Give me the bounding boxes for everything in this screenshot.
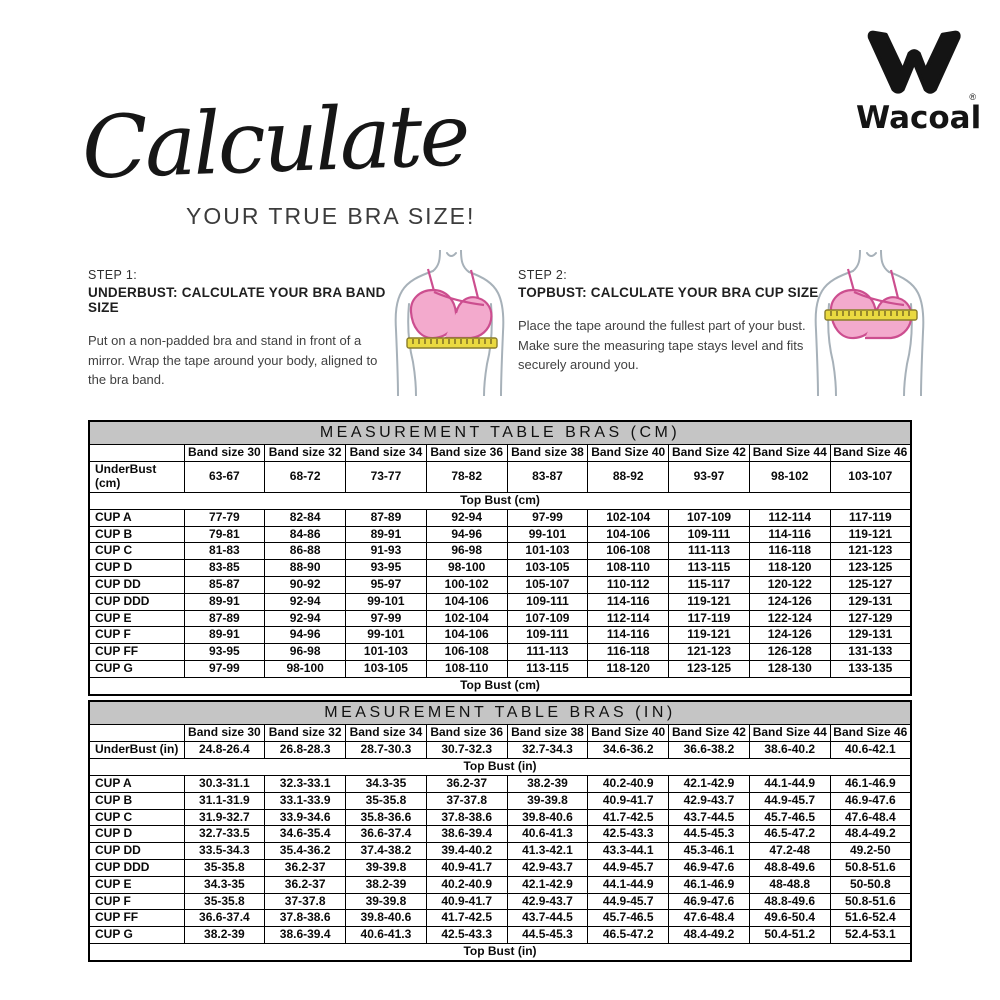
measurement-value: 112-114 <box>749 509 830 526</box>
measurement-value: 104-106 <box>426 593 507 610</box>
measurement-value: 43.3-44.1 <box>588 843 669 860</box>
step-1-label: STEP 1: <box>88 268 138 282</box>
measurement-value: 37.4-38.2 <box>346 843 427 860</box>
step-1-instructions: Put on a non-padded bra and stand in front of a mirror. Wrap the tape around your body, aligned to the bra band. <box>88 333 378 387</box>
measurement-value: 94-96 <box>265 627 346 644</box>
measurement-value: 133-135 <box>830 660 911 677</box>
measurement-value: 97-99 <box>346 610 427 627</box>
cup-label: CUP A <box>89 509 184 526</box>
measurement-value: 41.7-42.5 <box>588 809 669 826</box>
band-size-header: Band Size 42 <box>669 445 750 462</box>
measurement-value: 97-99 <box>507 509 588 526</box>
measurement-value: 36.6-37.4 <box>184 910 265 927</box>
registered-trademark: ® <box>969 92 976 102</box>
measurement-value: 38.2-39 <box>507 775 588 792</box>
measurement-value: 122-124 <box>749 610 830 627</box>
measurement-value: 39-39.8 <box>507 792 588 809</box>
topbust-footer: Top Bust (cm) <box>89 677 911 694</box>
measurement-value: 98-100 <box>265 660 346 677</box>
measurement-value: 38.6-39.4 <box>426 826 507 843</box>
measurement-value: 42.1-42.9 <box>669 775 750 792</box>
cup-label: CUP E <box>89 610 184 627</box>
measurement-value: 50.4-51.2 <box>749 927 830 944</box>
measurement-value: 43.7-44.5 <box>507 910 588 927</box>
measurement-value: 98-100 <box>426 560 507 577</box>
measurement-value: 37.8-38.6 <box>265 910 346 927</box>
band-size-header: Band size 30 <box>184 445 265 462</box>
measurement-value: 127-129 <box>830 610 911 627</box>
cup-label: CUP C <box>89 809 184 826</box>
measurement-value: 33.1-33.9 <box>265 792 346 809</box>
measurement-value: 111-113 <box>669 543 750 560</box>
measurement-value: 42.1-42.9 <box>507 876 588 893</box>
measurement-value: 48.8-49.6 <box>749 859 830 876</box>
measurement-value: 89-91 <box>184 593 265 610</box>
underbust-label: UnderBust (cm) <box>89 462 184 493</box>
measurement-value: 119-121 <box>669 627 750 644</box>
measurement-value: 35-35.8 <box>184 893 265 910</box>
measurement-value: 99-101 <box>507 526 588 543</box>
measurement-value: 90-92 <box>265 576 346 593</box>
measurement-value: 31.9-32.7 <box>184 809 265 826</box>
measurement-value: 46.1-46.9 <box>830 775 911 792</box>
band-size-header: Band Size 42 <box>669 725 750 742</box>
measurement-value: 36.2-37 <box>426 775 507 792</box>
measurement-value: 108-110 <box>426 660 507 677</box>
measurement-value: 116-118 <box>749 543 830 560</box>
measurement-value: 32.3-33.1 <box>265 775 346 792</box>
cup-label: CUP D <box>89 826 184 843</box>
measurement-value: 110-112 <box>588 576 669 593</box>
measurement-value: 49.6-50.4 <box>749 910 830 927</box>
measurement-value: 46.1-46.9 <box>669 876 750 893</box>
step-1-block <box>88 268 398 390</box>
underbust-value: 103-107 <box>830 462 911 493</box>
measurement-value: 88-90 <box>265 560 346 577</box>
step-2-heading: TOPBUST: CALCULATE YOUR BRA CUP SIZE <box>518 285 819 300</box>
measurement-value: 85-87 <box>184 576 265 593</box>
wacoal-wing-icon <box>865 26 969 98</box>
cup-label: CUP DD <box>89 843 184 860</box>
measurement-value: 79-81 <box>184 526 265 543</box>
band-size-header: Band Size 40 <box>588 725 669 742</box>
measurement-value: 40.9-41.7 <box>426 893 507 910</box>
measurement-value: 44.9-45.7 <box>588 859 669 876</box>
measurement-value: 77-79 <box>184 509 265 526</box>
band-size-header: Band size 32 <box>265 445 346 462</box>
band-size-header: Band size 34 <box>346 445 427 462</box>
measurement-value: 100-102 <box>426 576 507 593</box>
measurement-value: 43.7-44.5 <box>669 809 750 826</box>
step-2-block <box>518 268 828 375</box>
measurement-value: 101-103 <box>346 644 427 661</box>
measurement-value: 128-130 <box>749 660 830 677</box>
measurement-value: 111-113 <box>507 644 588 661</box>
measurement-value: 89-91 <box>346 526 427 543</box>
measurement-value: 47.6-48.4 <box>830 809 911 826</box>
measurement-value: 119-121 <box>669 593 750 610</box>
measurement-value: 36.2-37 <box>265 859 346 876</box>
measurement-value: 117-119 <box>669 610 750 627</box>
measurement-value: 131-133 <box>830 644 911 661</box>
measurement-value: 33.9-34.6 <box>265 809 346 826</box>
measurement-value: 33.5-34.3 <box>184 843 265 860</box>
measurement-value: 38.2-39 <box>346 876 427 893</box>
measurement-value: 30.3-31.1 <box>184 775 265 792</box>
measurement-value: 45.3-46.1 <box>669 843 750 860</box>
measurement-value: 46.5-47.2 <box>749 826 830 843</box>
measurement-value: 129-131 <box>830 593 911 610</box>
measurement-value: 119-121 <box>830 526 911 543</box>
band-size-header: Band Size 44 <box>749 445 830 462</box>
measurement-value: 114-116 <box>588 627 669 644</box>
measurement-value: 44.9-45.7 <box>749 792 830 809</box>
underbust-value: 93-97 <box>669 462 750 493</box>
measurement-value: 97-99 <box>184 660 265 677</box>
underbust-label: UnderBust (in) <box>89 742 184 759</box>
measurement-value: 114-116 <box>588 593 669 610</box>
measurement-value: 31.1-31.9 <box>184 792 265 809</box>
measurement-table-in <box>88 700 912 962</box>
measurement-value: 89-91 <box>184 627 265 644</box>
measurement-value: 121-123 <box>669 644 750 661</box>
measurement-value: 86-88 <box>265 543 346 560</box>
measurement-value: 92-94 <box>265 593 346 610</box>
measurement-value: 34.3-35 <box>346 775 427 792</box>
measurement-value: 40.9-41.7 <box>426 859 507 876</box>
measurement-value: 109-111 <box>507 593 588 610</box>
measurement-value: 44.1-44.9 <box>749 775 830 792</box>
corner-cell <box>89 725 184 742</box>
measurement-value: 45.7-46.5 <box>749 809 830 826</box>
measurement-value: 103-105 <box>346 660 427 677</box>
measurement-table-cm <box>88 420 912 696</box>
topbust-subheader: Top Bust (in) <box>89 759 911 776</box>
measurement-value: 113-115 <box>669 560 750 577</box>
measurement-value: 39.8-40.6 <box>346 910 427 927</box>
measurement-value: 84-86 <box>265 526 346 543</box>
underbust-value: 83-87 <box>507 462 588 493</box>
measurement-value: 41.3-42.1 <box>507 843 588 860</box>
measurement-value: 37-37.8 <box>426 792 507 809</box>
measurement-value: 117-119 <box>830 509 911 526</box>
measurement-value: 36.6-37.4 <box>346 826 427 843</box>
band-size-header: Band Size 46 <box>830 445 911 462</box>
measurement-value: 37-37.8 <box>265 893 346 910</box>
measurement-value: 112-114 <box>588 610 669 627</box>
measurement-value: 41.7-42.5 <box>426 910 507 927</box>
band-size-header: Band Size 46 <box>830 725 911 742</box>
measurement-value: 40.9-41.7 <box>588 792 669 809</box>
underbust-value: 98-102 <box>749 462 830 493</box>
measurement-value: 44.1-44.9 <box>588 876 669 893</box>
measurement-value: 42.9-43.7 <box>507 859 588 876</box>
underbust-value: 34.6-36.2 <box>588 742 669 759</box>
underbust-value: 36.6-38.2 <box>669 742 750 759</box>
measurement-value: 47.6-48.4 <box>669 910 750 927</box>
measurement-value: 44.5-45.3 <box>507 927 588 944</box>
underbust-value: 40.6-42.1 <box>830 742 911 759</box>
table-title: MEASUREMENT TABLE BRAS (IN) <box>89 701 911 725</box>
underbust-value: 24.8-26.4 <box>184 742 265 759</box>
measurement-value: 94-96 <box>426 526 507 543</box>
measurement-value: 46.9-47.6 <box>830 792 911 809</box>
measurement-value: 102-104 <box>588 509 669 526</box>
measurement-value: 108-110 <box>588 560 669 577</box>
measurement-value: 123-125 <box>669 660 750 677</box>
cup-label: CUP B <box>89 792 184 809</box>
measurement-value: 44.9-45.7 <box>588 893 669 910</box>
cup-label: CUP DDD <box>89 859 184 876</box>
measurement-value: 32.7-33.5 <box>184 826 265 843</box>
band-size-header: Band size 30 <box>184 725 265 742</box>
measurement-value: 125-127 <box>830 576 911 593</box>
measurement-value: 39-39.8 <box>346 859 427 876</box>
measurement-value: 99-101 <box>346 593 427 610</box>
measurement-value: 106-108 <box>588 543 669 560</box>
measurement-value: 48.4-49.2 <box>830 826 911 843</box>
measurement-value: 83-85 <box>184 560 265 577</box>
underbust-measurement-illustration <box>387 250 512 396</box>
measurement-value: 45.7-46.5 <box>588 910 669 927</box>
measurement-value: 42.5-43.3 <box>588 826 669 843</box>
cup-label: CUP F <box>89 893 184 910</box>
measurement-value: 105-107 <box>507 576 588 593</box>
measurement-value: 118-120 <box>749 560 830 577</box>
measurement-value: 87-89 <box>184 610 265 627</box>
measurement-value: 99-101 <box>346 627 427 644</box>
measurement-value: 39-39.8 <box>346 893 427 910</box>
cup-label: CUP E <box>89 876 184 893</box>
underbust-value: 30.7-32.3 <box>426 742 507 759</box>
underbust-value: 68-72 <box>265 462 346 493</box>
measurement-value: 109-111 <box>507 627 588 644</box>
cup-label: CUP D <box>89 560 184 577</box>
wacoal-logo <box>856 26 982 136</box>
cup-label: CUP B <box>89 526 184 543</box>
cup-label: CUP A <box>89 775 184 792</box>
measurement-value: 42.9-43.7 <box>507 893 588 910</box>
topbust-footer: Top Bust (in) <box>89 943 911 960</box>
measurement-value: 50.8-51.6 <box>830 859 911 876</box>
measurement-value: 44.5-45.3 <box>669 826 750 843</box>
cup-label: CUP G <box>89 927 184 944</box>
measurement-value: 40.6-41.3 <box>346 927 427 944</box>
measurement-value: 81-83 <box>184 543 265 560</box>
band-size-header: Band size 32 <box>265 725 346 742</box>
measurement-value: 36.2-37 <box>265 876 346 893</box>
measurement-value: 40.6-41.3 <box>507 826 588 843</box>
measurement-value: 40.2-40.9 <box>588 775 669 792</box>
corner-cell <box>89 445 184 462</box>
measurement-value: 82-84 <box>265 509 346 526</box>
cup-label: CUP G <box>89 660 184 677</box>
measurement-value: 34.6-35.4 <box>265 826 346 843</box>
measurement-value: 38.6-39.4 <box>265 927 346 944</box>
measurement-value: 42.9-43.7 <box>669 792 750 809</box>
measurement-value: 107-109 <box>669 509 750 526</box>
measurement-value: 49.2-50 <box>830 843 911 860</box>
measurement-value: 104-106 <box>588 526 669 543</box>
underbust-value: 26.8-28.3 <box>265 742 346 759</box>
cup-label: CUP FF <box>89 910 184 927</box>
measurement-value: 35-35.8 <box>346 792 427 809</box>
measurement-value: 124-126 <box>749 627 830 644</box>
measurement-value: 116-118 <box>588 644 669 661</box>
measurement-value: 50-50.8 <box>830 876 911 893</box>
band-size-header: Band size 36 <box>426 725 507 742</box>
underbust-value: 38.6-40.2 <box>749 742 830 759</box>
measurement-value: 91-93 <box>346 543 427 560</box>
underbust-value: 88-92 <box>588 462 669 493</box>
band-size-header: Band size 38 <box>507 725 588 742</box>
measurement-value: 123-125 <box>830 560 911 577</box>
measurement-value: 48.4-49.2 <box>669 927 750 944</box>
measurement-value: 102-104 <box>426 610 507 627</box>
measurement-value: 109-111 <box>669 526 750 543</box>
table-title: MEASUREMENT TABLE BRAS (CM) <box>89 421 911 445</box>
measurement-value: 96-98 <box>426 543 507 560</box>
measurement-value: 103-105 <box>507 560 588 577</box>
measurement-value: 107-109 <box>507 610 588 627</box>
measurement-value: 40.2-40.9 <box>426 876 507 893</box>
measurement-value: 93-95 <box>184 644 265 661</box>
measurement-value: 46.9-47.6 <box>669 859 750 876</box>
topbust-measurement-illustration <box>807 250 932 396</box>
measurement-value: 34.3-35 <box>184 876 265 893</box>
measurement-value: 35.8-36.6 <box>346 809 427 826</box>
measurement-value: 114-116 <box>749 526 830 543</box>
step-2-instructions: Place the tape around the fullest part of your bust. Make sure the measuring tape stays level and fits securely around you. <box>518 318 806 372</box>
measurement-value: 96-98 <box>265 644 346 661</box>
measurement-value: 37.8-38.6 <box>426 809 507 826</box>
measurement-value: 35-35.8 <box>184 859 265 876</box>
measurement-value: 48-48.8 <box>749 876 830 893</box>
underbust-value: 63-67 <box>184 462 265 493</box>
underbust-value: 28.7-30.3 <box>346 742 427 759</box>
step-1-heading: UNDERBUST: CALCULATE YOUR BRA BAND SIZE <box>88 285 386 315</box>
measurement-value: 124-126 <box>749 593 830 610</box>
band-size-header: Band size 36 <box>426 445 507 462</box>
measurement-value: 47.2-48 <box>749 843 830 860</box>
measurement-value: 129-131 <box>830 627 911 644</box>
band-size-header: Band size 38 <box>507 445 588 462</box>
underbust-value: 78-82 <box>426 462 507 493</box>
measurement-value: 48.8-49.6 <box>749 893 830 910</box>
measurement-value: 106-108 <box>426 644 507 661</box>
measurement-value: 126-128 <box>749 644 830 661</box>
cup-label: CUP C <box>89 543 184 560</box>
cup-label: CUP FF <box>89 644 184 661</box>
underbust-value: 73-77 <box>346 462 427 493</box>
cup-label: CUP F <box>89 627 184 644</box>
measurement-value: 113-115 <box>507 660 588 677</box>
page-subtitle: YOUR TRUE BRA SIZE! <box>186 203 476 229</box>
measurement-value: 42.5-43.3 <box>426 927 507 944</box>
measurement-value: 50.8-51.6 <box>830 893 911 910</box>
wacoal-wordmark: Wacoal <box>856 100 982 136</box>
measurement-value: 101-103 <box>507 543 588 560</box>
measurement-value: 93-95 <box>346 560 427 577</box>
cup-label: CUP DD <box>89 576 184 593</box>
measurement-value: 115-117 <box>669 576 750 593</box>
measurement-value: 92-94 <box>426 509 507 526</box>
underbust-value: 32.7-34.3 <box>507 742 588 759</box>
measurement-value: 38.2-39 <box>184 927 265 944</box>
measurement-value: 121-123 <box>830 543 911 560</box>
cup-label: CUP DDD <box>89 593 184 610</box>
page-title-script: Calculate <box>80 85 470 199</box>
band-size-header: Band size 34 <box>346 725 427 742</box>
measurement-value: 39.4-40.2 <box>426 843 507 860</box>
measurement-value: 118-120 <box>588 660 669 677</box>
band-size-header: Band Size 44 <box>749 725 830 742</box>
measurement-value: 46.9-47.6 <box>669 893 750 910</box>
topbust-subheader: Top Bust (cm) <box>89 492 911 509</box>
measurement-value: 104-106 <box>426 627 507 644</box>
step-2-label: STEP 2: <box>518 268 568 282</box>
measurement-value: 95-97 <box>346 576 427 593</box>
measurement-value: 92-94 <box>265 610 346 627</box>
measurement-value: 51.6-52.4 <box>830 910 911 927</box>
measurement-value: 87-89 <box>346 509 427 526</box>
measurement-value: 52.4-53.1 <box>830 927 911 944</box>
measurement-value: 120-122 <box>749 576 830 593</box>
measurement-value: 46.5-47.2 <box>588 927 669 944</box>
measurement-value: 39.8-40.6 <box>507 809 588 826</box>
measurement-value: 35.4-36.2 <box>265 843 346 860</box>
band-size-header: Band Size 40 <box>588 445 669 462</box>
